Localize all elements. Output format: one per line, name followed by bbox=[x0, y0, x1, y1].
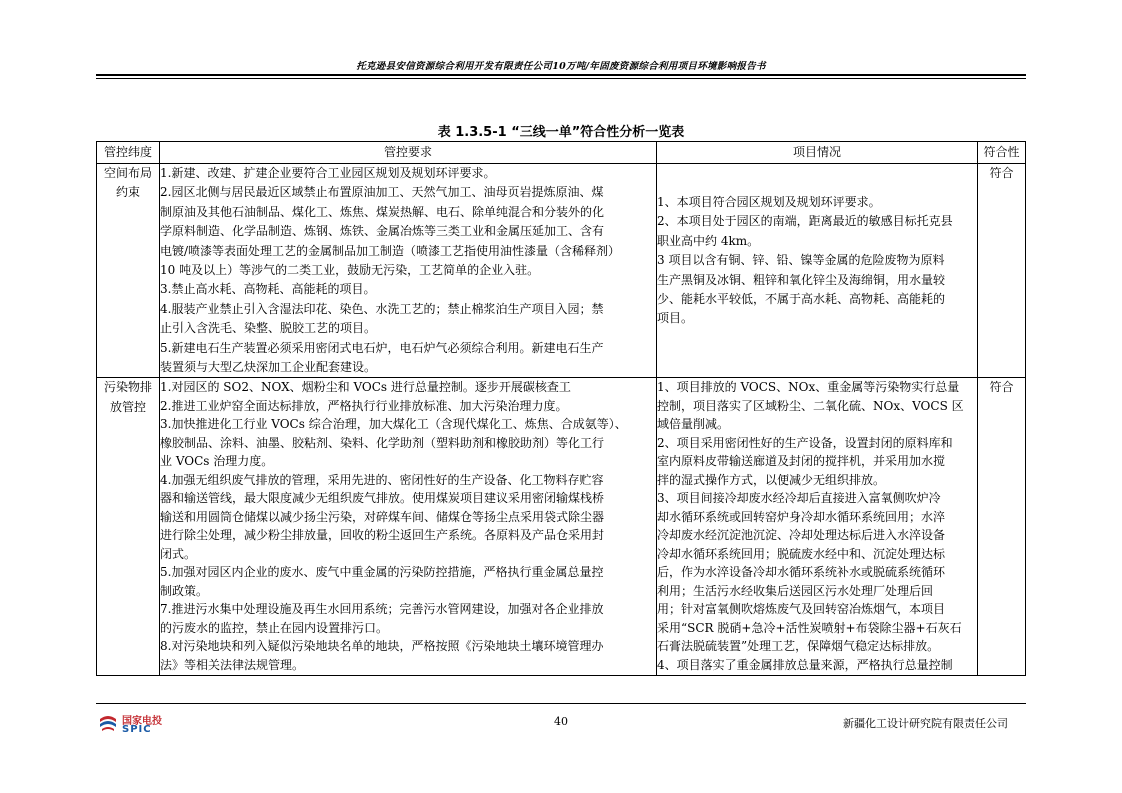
column-header-project: 项目情况 bbox=[657, 142, 978, 164]
requirement-line: 电镀/喷漆等表面处理工艺的金属制品加工制造（喷漆工艺指使用油性漆量（含稀释剂） bbox=[160, 243, 621, 258]
requirement-line: 4.加强无组织废气排放的管理，采用先进的、密闭性好的生产设备、化工物料存贮容 bbox=[160, 472, 604, 487]
dimension-text: 放管控 bbox=[109, 399, 146, 414]
project-line: 2、本项目处于园区的南端，距离最近的敏感目标托克县 bbox=[657, 214, 953, 229]
compliance-table bbox=[96, 141, 1026, 676]
dimension-text: 空间布局 bbox=[103, 166, 152, 180]
table-header-row bbox=[97, 142, 1026, 164]
requirement-line: 2.推进工业炉窑全面达标排放，严格执行行业排放标准、加大污染治理力度。 bbox=[160, 398, 568, 413]
project-line: 生产黑铜及冰铜、粗锌和氧化锌尘及海绵铜，用水量较 bbox=[657, 272, 946, 287]
table-row bbox=[97, 378, 1026, 676]
requirement-line: 的污废水的监控，禁止在园内设置排污口。 bbox=[160, 620, 389, 635]
requirement-line: 输送和用圆筒仓储煤以减少扬尘污染，对碎煤车间、储煤仓等扬尘点采用袋式除尘器 bbox=[160, 509, 605, 524]
requirements-cell bbox=[160, 378, 657, 676]
header-rule bbox=[96, 74, 1026, 76]
requirement-line: 止引入含洗毛、染整、脱胶工艺的项目。 bbox=[160, 321, 377, 336]
requirement-line: 3.加快推进化工行业 VOCs 综合治理，加大煤化工（含现代煤化工、炼焦、合成氨等）、 bbox=[160, 417, 627, 432]
project-line: 冷却废水经沉淀池沉淀、冷却处理达标后进入水淬设备 bbox=[657, 528, 946, 543]
requirement-line: 学原料制造、化学品制造、炼钢、炼铁、金属冶炼等三类工业和金属压延加工、含有 bbox=[160, 224, 605, 239]
project-line: 2、项目采用密闭性好的生产设备，设置封闭的原料库和 bbox=[657, 435, 953, 450]
company-name: 新疆化工设计研究院有限责任公司 bbox=[843, 717, 1008, 730]
project-line: 1、本项目符合园区规划及规划环评要求。 bbox=[657, 195, 881, 209]
requirement-line: 8.对污染地块和列入疑似污染地块名单的地块，严格按照《污染地块土壤环境管理办 bbox=[160, 639, 604, 654]
requirement-line: 器和输送管线，最大限度减少无组织废气排放。使用煤炭项目建议采用密闭输煤栈桥 bbox=[160, 491, 605, 506]
project-cell bbox=[657, 164, 978, 378]
requirement-line: 2.园区北侧与居民最近区域禁止布置原油加工、天然气加工、油母页岩提炼原油、煤 bbox=[160, 185, 604, 200]
requirement-line: 5.新建电石生产装置必须采用密闭式电石炉，电石炉气必须综合利用。新建电石生产 bbox=[160, 340, 604, 355]
requirement-line: 进行除尘处理，减少粉尘排放量，回收的粉尘返回生产系统。各原料及产品仓采用封 bbox=[160, 528, 605, 543]
dimension-cell bbox=[97, 164, 160, 378]
project-line: 1、项目排放的 VOCS、NOx、重金属等污染物实行总量 bbox=[657, 380, 960, 395]
project-line: 利用；生活污水经收集后送园区污水处理厂处理后回 bbox=[657, 583, 934, 598]
conformity-cell: 符合 bbox=[978, 378, 1026, 676]
project-line: 却水循环系统或回转窑炉身冷却水循环系统回用；水淬 bbox=[657, 509, 946, 524]
requirement-line: 法》等相关法律法规管理。 bbox=[160, 657, 305, 672]
requirement-line: 3.禁止高水耗、高物耗、高能耗的项目。 bbox=[160, 282, 376, 297]
header-rule-thin bbox=[96, 78, 1026, 79]
table-row bbox=[97, 164, 1026, 378]
cell-spacer bbox=[657, 164, 977, 193]
requirement-line: 10 吨及以上）等涉气的二类工业，鼓励无污染，工艺简单的企业入驻。 bbox=[160, 263, 540, 278]
column-header-dimension: 管控纬度 bbox=[97, 142, 160, 164]
dimension-text: 约束 bbox=[115, 185, 140, 200]
project-line: 少、能耗水平较低，不属于高水耗、高物耗、高能耗的 bbox=[657, 292, 946, 307]
project-line: 域倍量削减。 bbox=[657, 417, 730, 432]
report-header-title: 托克逊县安信资源综合利用开发有限责任公司10万吨/年固废资源综合利用项目环境影响报告书 bbox=[356, 61, 766, 72]
project-line: 用；针对富氧侧吹熔炼废气及回转窑冶炼烟气，本项目 bbox=[657, 602, 946, 617]
dimension-text: 污染物排 bbox=[103, 380, 152, 395]
requirement-line: 装置须与大型乙炔深加工企业配套建设。 bbox=[160, 360, 377, 375]
requirement-line: 4.服装产业禁止引入含湿法印花、染色、水洗工艺的；禁止棉浆泊生产项目入园；禁 bbox=[160, 301, 604, 316]
project-line: 石膏法脱硫装置”处理工艺，保障烟气稳定达标排放。 bbox=[657, 639, 940, 654]
project-line: 拌的湿式操作方式，以便减少无组织排放。 bbox=[657, 472, 886, 487]
project-line: 3 项目以含有铜、锌、铅、镍等金属的危险废物为原料 bbox=[657, 253, 945, 268]
project-line: 冷却水循环系统回用；脱硫废水经中和、沉淀处理达标 bbox=[657, 546, 946, 561]
dimension-cell bbox=[97, 378, 160, 676]
requirement-line: 制原油及其他石油制品、煤化工、炼焦、煤炭热解、电石、除单纯混合和分装外的化 bbox=[160, 204, 605, 219]
project-line: 后，作为水淬设备冷却水循环系统补水或脱硫系统循环 bbox=[657, 565, 946, 580]
project-line: 采用“SCR 脱硝+急冷+活性炭喷射+布袋除尘器+石灰石 bbox=[657, 620, 962, 635]
project-line: 4、项目落实了重金属排放总量来源，严格执行总量控制 bbox=[657, 657, 953, 672]
requirement-line: 业 VOCs 治理力度。 bbox=[160, 454, 274, 469]
logo-text-cn: 国家电投 bbox=[122, 716, 162, 727]
requirement-line: 橡胶制品、涂料、油墨、胶粘剂、染料、化学助剂（塑料助剂和橡胶助剂）等化工行 bbox=[160, 435, 605, 450]
requirement-line: 制政策。 bbox=[160, 583, 209, 598]
project-line: 控制，项目落实了区域粉尘、二氧化硫、NOx、VOCS 区 bbox=[657, 398, 964, 413]
project-line: 项目。 bbox=[657, 311, 694, 326]
requirements-cell bbox=[160, 164, 657, 378]
footer-rule bbox=[96, 703, 1026, 704]
requirement-line: 5.加强对园区内企业的废水、废气中重金属的污染防控措施，严格执行重金属总量控 bbox=[160, 565, 604, 580]
conformity-cell: 符合 bbox=[978, 164, 1026, 378]
project-line: 职业高中约 4km。 bbox=[657, 233, 760, 248]
column-header-conformity: 符合性 bbox=[978, 142, 1026, 164]
requirement-line: 闭式。 bbox=[160, 546, 197, 561]
column-header-requirements: 管控要求 bbox=[160, 142, 657, 164]
requirement-line: 1.新建、改建、扩建企业要符合工业园区规划及规划环评要求。 bbox=[160, 166, 496, 180]
requirement-line: 7.推进污水集中处理设施及再生水回用系统；完善污水管网建设，加强对各企业排放 bbox=[160, 602, 604, 617]
project-line: 3、项目间接冷却废水经冷却后直接进入富氧侧吹炉冷 bbox=[657, 491, 941, 506]
project-cell bbox=[657, 378, 978, 676]
page-number: 40 bbox=[554, 715, 568, 728]
project-line: 室内原料皮带输送廊道及封闭的搅拌机，并采用加水搅 bbox=[657, 454, 946, 469]
logo-text-en: SPIC bbox=[122, 724, 152, 735]
requirement-line: 1.对园区的 SO2、NOX、烟粉尘和 VOCs 进行总量控制。逐步开展碳核查工 bbox=[160, 380, 571, 395]
table-title: 表 1.3.5-1 “三线一单”符合性分析一览表 bbox=[437, 125, 685, 140]
